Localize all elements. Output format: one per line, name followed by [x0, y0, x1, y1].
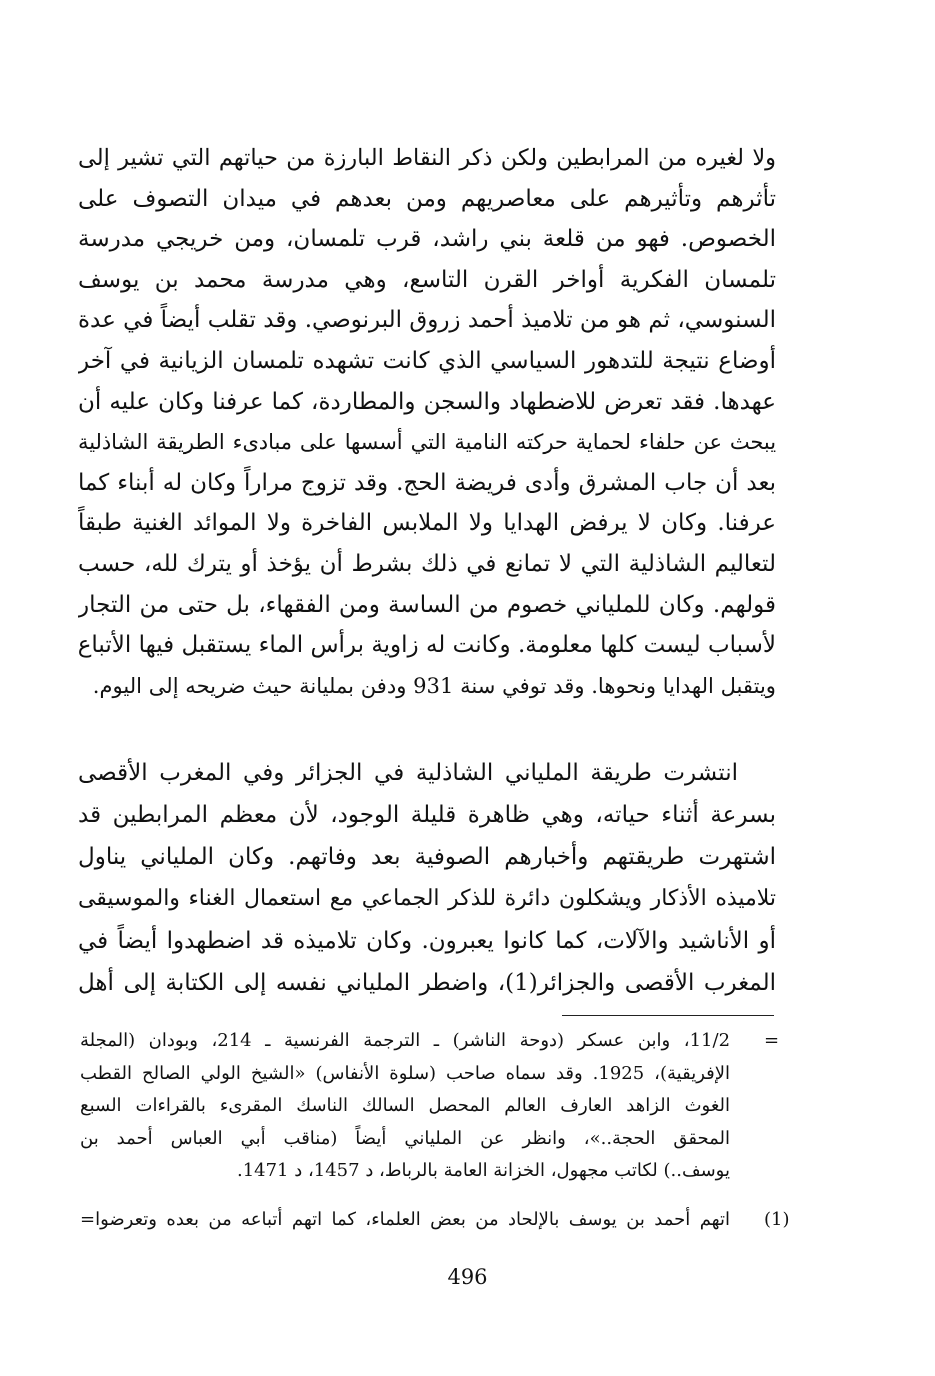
text-line: المغرب الأقصى والجزائر(1)، واضطر الملياني نفسه إلى الكتابة إلى أهل — [78, 970, 776, 996]
text-line: تلاميذه الأذكار ويشكلون دائرة للذكر الجماعي مع استعمال الغناء والموسيقى — [78, 886, 776, 911]
text-line: بسرعة أثناء حياته، وهي ظاهرة قليلة الوجود، لأن معظم المرابطين قد — [78, 802, 776, 828]
body-paragraph-1 — [78, 138, 776, 706]
text-line: السنوسي، ثم هو من تلاميذ أحمد زروق البرنوصي. وقد تقلب أيضاً في عدة — [78, 307, 776, 334]
footnote-continuation-marker: = — [764, 1030, 780, 1051]
footnote-line: الإفريقية)، 1925. وقد سماه صاحب (سلوة الأنفاس) «الشيخ الولي الصالح القطب — [80, 1062, 730, 1084]
text-line: اشتهرت طريقتهم وأخبارهم الصوفية بعد وفاتهم. وكان الملياني يناول — [78, 844, 776, 870]
text-line: لأسباب ليست كلها معلومة. وكانت له زاوية برأس الماء يستقبل فيها الأتباع — [78, 632, 776, 659]
text-line: ولا لغيره من المرابطين ولكن ذكر النقاط البارزة من حياتهم التي تشير إلى — [78, 145, 776, 171]
footnote-line: اتهم أحمد بن يوسف بالإلحاد من بعض العلماء، كما اتهم أتباعه من بعده وتعرضوا= — [80, 1209, 730, 1230]
body-paragraph-2 — [78, 752, 776, 1004]
text-line: يبحث عن حلفاء لحماية حركته النامية التي أسسها على مبادىء الطريقة الشاذلية — [78, 430, 776, 455]
footnote-1-marker: (1) — [764, 1209, 790, 1230]
text-line: عهدها. فقد تعرض للاضطهاد والسجن والمطاردة، كما عرفنا وكان عليه أن — [78, 388, 776, 415]
footnote-1 — [80, 1204, 730, 1237]
text-line: ويتقبل الهدايا ونحوها. وقد توفي سنة 931 ودفن بمليانة حيث ضريحه إلى اليوم. — [92, 672, 776, 698]
footnote-line: المحقق الحجة..»، وانظر عن الملياني أيضاً (مناقب أبي العباس أحمد بن — [80, 1127, 730, 1149]
text-line: قولهم. وكان للملياني خصوم من الساسة ومن الفقهاء، بل حتى من التجار — [78, 591, 776, 618]
text-line: أوضاع نتيجة للتدهور السياسي الذي كانت تشهده تلمسان الزيانية في آخر — [78, 347, 776, 374]
footnote-continuation — [80, 1025, 730, 1188]
text-line: عرفنا. وكان لا يرفض الهدايا ولا الملابس الفاخرة ولا الموائد الغنية طبقاً — [78, 510, 776, 537]
text-line: انتشرت طريقة الملياني الشاذلية في الجزائر وفي المغرب الأقصى — [78, 760, 738, 786]
text-line: تلمسان الفكرية أواخر القرن التاسع، وهي مدرسة محمد بن يوسف — [78, 266, 776, 293]
page-number: 496 — [447, 1265, 488, 1289]
footnote-line: 11/2، وابن عسكر (دوحة الناشر) ـ الترجمة الفرنسية ـ 214، وبودان (المجلة — [80, 1030, 730, 1051]
text-line: تأثرهم وتأثيرهم على معاصريهم ومن بعدهم في ميدان التصوف على — [78, 185, 776, 212]
footnote-line: الغوث الزاهد العارف العالم المحصل السالك الناسك المقرىء بالقراءات السبع — [80, 1095, 730, 1116]
footnote-line: يوسف..) لكاتب مجهول، الخزانة العامة بالرباط، د 1457، د 1471. — [236, 1160, 730, 1181]
footnote-divider — [562, 1015, 774, 1016]
text-line: لتعاليم الشاذلية التي لا تمانع في ذلك بشرط أن يؤخذ أو يترك لله، حسب — [78, 550, 776, 577]
text-line: الخصوص. فهو من قلعة بني راشد، قرب تلمسان، ومن خريجي مدرسة — [78, 226, 776, 253]
text-line: أو الأناشيد والآلات، كما كانوا يعبرون. وكان تلاميذه قد اضطهدوا أيضاً في — [78, 928, 776, 954]
text-line: بعد أن جاب المشرق وأدى فريضة الحج. وقد تزوج مراراً وكان له أبناء كما — [78, 469, 776, 496]
